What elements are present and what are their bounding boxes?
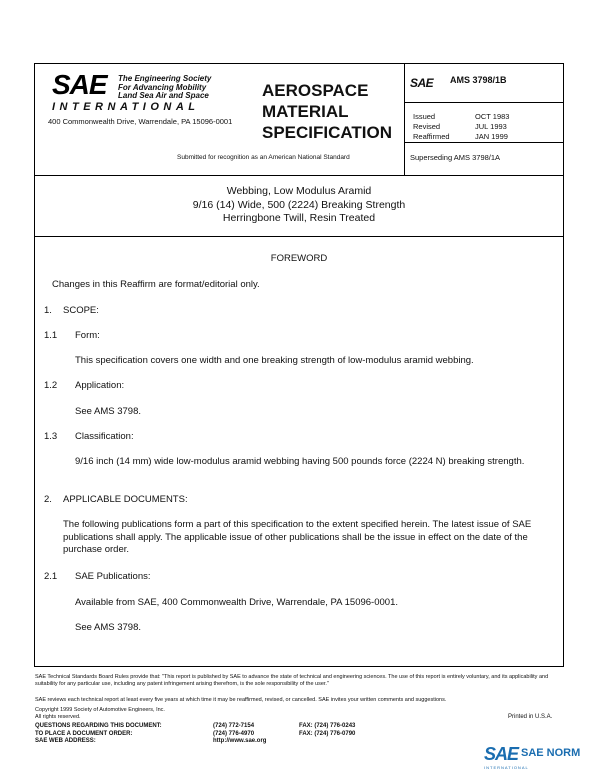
tagline-line-3: Land Sea Air and Space: [118, 91, 209, 100]
order-fax: FAX: (724) 776-0790: [299, 730, 356, 737]
norm-logo-sub: INTERNATIONAL: [484, 765, 529, 770]
issued-label: Issued: [413, 112, 436, 121]
section-1-2-text: See AMS 3798.: [75, 406, 142, 417]
sae-logo-text: SAE: [52, 69, 107, 100]
date-block: [413, 112, 509, 142]
footer-review: SAE reviews each technical report at least every five years at which time it may be reaffirmed, revised, or cancelled. SAE invites your written comments and suggestions.: [35, 697, 447, 703]
section-2-title: APPLICABLE DOCUMENTS:: [63, 494, 188, 505]
reaffirmed-date: JAN 1999: [475, 132, 508, 141]
questions-phone: (724) 772-7154: [213, 723, 255, 729]
sae-mini-logo: SAE: [410, 76, 434, 90]
submitted-note: Submitted for recognition as an American National Standard: [177, 154, 350, 161]
section-1-3-text: 9/16 inch (14 mm) wide low-modulus aramid webbing having 500 pounds force (2224 N) breaking strength.: [75, 456, 525, 467]
questions-fax: FAX: (724) 776-0243: [299, 723, 356, 729]
order-phone: (724) 776-4970: [213, 730, 255, 737]
section-2-number: 2.: [44, 494, 52, 505]
footer-copyright: Copyright 1999 Society of Automotive Engineers, Inc.: [35, 707, 165, 713]
section-1-2-number: 1.2: [44, 380, 58, 391]
sae-web-link[interactable]: http://www.sae.org: [213, 738, 267, 744]
section-1-1-text: This specification covers one width and one breaking strength of low-modulus aramid webbing.: [75, 355, 474, 366]
revised-date: JUL 1993: [475, 122, 507, 131]
header-separator: [34, 175, 564, 176]
spec-title-line-1: AEROSPACE: [262, 81, 369, 100]
society-tagline: [118, 75, 211, 101]
section-1-3-title: Classification:: [75, 431, 134, 442]
issued-date: OCT 1983: [475, 112, 510, 121]
printed-in: Printed in U.S.A.: [508, 714, 553, 720]
spec-type-title: [262, 80, 392, 143]
section-1-2-title: Application:: [75, 380, 125, 391]
reaffirmed-label: Reaffirmed: [413, 132, 450, 141]
section-1-title: SCOPE:: [63, 305, 99, 316]
footer-policy: SAE Technical Standards Board Rules provide that: "This report is published by SAE to advance the state of technical and engineering sciences. The use of this report is entirely voluntary, and its applicability and suitability for any particular use, including any patent infringement arising therefrom, is the sole responsibility of the user.": [35, 674, 549, 687]
title-line-3: Herringbone Twill, Resin Treated: [222, 212, 376, 224]
section-2-text: The following publications form a part of this specification to the extent specified herein. The latest issue of SAE publications shall apply. The applicable issue of other publications shall be the issue in effect on the date of the purchase order.: [63, 519, 532, 555]
ams-number: AMS 3798/1B: [450, 75, 507, 85]
foreword-text: Changes in this Reaffirm are format/editorial only.: [52, 279, 260, 290]
header-divider: [405, 142, 564, 143]
footer-contacts: [35, 723, 356, 746]
title-separator: [34, 236, 564, 237]
section-1-3-number: 1.3: [44, 431, 58, 442]
international-label: INTERNATIONAL: [52, 101, 200, 113]
sae-norm-logo: [484, 744, 581, 770]
title-line-1: Webbing, Low Modulus Aramid: [226, 185, 372, 197]
section-2-1-title: SAE Publications:: [75, 571, 151, 582]
revised-label: Revised: [413, 122, 441, 131]
web-label: SAE WEB ADDRESS:: [35, 738, 96, 744]
title-line-2: 9/16 (14) Wide, 500 (2224) Breaking Strength: [192, 198, 406, 211]
spec-title-line-3: SPECIFICATION: [262, 123, 393, 142]
superseding-note: Superseding AMS 3798/1A: [410, 153, 501, 162]
sae-logo: [52, 69, 212, 113]
norm-logo-mark: SAE: [484, 744, 519, 764]
sae-address: 400 Commonwealth Drive, Warrendale, PA 15096-0001: [48, 117, 233, 126]
section-1-1-number: 1.1: [44, 330, 58, 341]
order-label: TO PLACE A DOCUMENT ORDER:: [35, 730, 133, 737]
questions-label: QUESTIONS REGARDING THIS DOCUMENT:: [35, 723, 162, 729]
section-2-1-text-1: Available from SAE, 400 Commonwealth Drive, Warrendale, PA 15096-0001.: [75, 597, 398, 608]
section-1-1-title: Form:: [75, 330, 100, 341]
footer-rights: All rights reserved.: [35, 714, 81, 720]
norm-logo-text: SAE NORM: [521, 747, 581, 759]
section-1-number: 1.: [44, 305, 52, 316]
section-2-1-number: 2.1: [44, 571, 58, 582]
foreword-heading: FOREWORD: [270, 253, 328, 264]
tagline-line-1: The Engineering Society: [118, 74, 212, 83]
document-title: [34, 185, 564, 226]
section-2-1-text-2: See AMS 3798.: [75, 622, 142, 633]
tagline-line-2: For Advancing Mobility: [118, 82, 207, 92]
spec-title-line-2: MATERIAL: [262, 102, 349, 121]
